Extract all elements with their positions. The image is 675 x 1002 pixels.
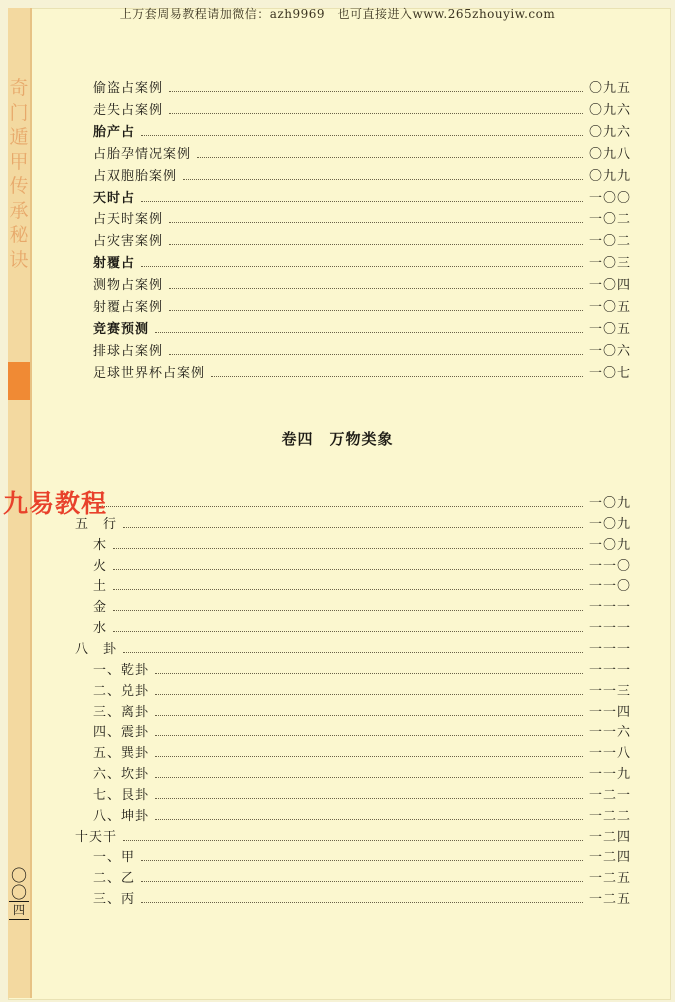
toc-entry-page: 一一六 <box>588 725 631 741</box>
toc-leader-dots <box>141 880 583 882</box>
toc-entry <box>93 700 631 720</box>
toc-entry-label: 五 行 <box>75 516 118 532</box>
toc-entry-page: 一〇〇 <box>588 190 631 206</box>
toc-entry-page: 一〇九 <box>588 516 631 532</box>
side-title-char: 奇 <box>9 77 29 99</box>
toc-entry-label: 竞赛预测 <box>93 321 150 337</box>
toc-entry <box>93 120 631 140</box>
toc-entry <box>93 679 631 699</box>
toc-leader-dots <box>113 568 583 570</box>
side-title-char: 诀 <box>9 248 29 271</box>
header-watermark: 上万套周易教程请加微信：azh9969 也可直接进入www.265zhouyiw.com <box>119 7 556 21</box>
toc-entry-page: 一一〇 <box>588 579 631 595</box>
toc-entry-page: 一一三 <box>588 683 631 699</box>
toc-entry-page: 〇九九 <box>588 168 631 184</box>
toc-entry <box>93 720 631 740</box>
toc-leader-dots <box>155 755 583 757</box>
toc-entry-page: 一一一 <box>588 600 631 616</box>
toc-leader-dots <box>211 375 583 377</box>
toc-entry-page: 一〇四 <box>588 278 631 294</box>
toc-leader-dots <box>155 776 583 778</box>
toc-entry-label: 排球占案例 <box>93 343 164 359</box>
side-title-char: 秘 <box>9 224 29 246</box>
toc-entry-label: 走失占案例 <box>93 102 164 118</box>
logo-watermark: 九易教程 <box>3 489 108 518</box>
side-title-char: 承 <box>9 199 29 222</box>
toc-entry-page: 一一九 <box>588 767 631 783</box>
toc-entry-label: 天时占 <box>93 190 136 206</box>
toc-leader-dots <box>113 630 583 632</box>
toc-leader-dots <box>123 651 583 653</box>
toc-entry <box>93 295 631 315</box>
toc-entry-label: 一、甲 <box>93 850 136 866</box>
toc-entry-page: 一〇六 <box>588 343 631 359</box>
toc-leader-dots <box>169 243 583 245</box>
toc-entry-page: 一一八 <box>588 746 631 762</box>
toc-leader-dots <box>169 287 583 289</box>
toc-entry-page: 一一一 <box>588 662 631 678</box>
toc-entry <box>93 804 631 824</box>
page-number-digit: 〇 <box>10 883 27 902</box>
toc-entry <box>75 637 631 657</box>
toc-entry-page: 一一一 <box>588 621 631 637</box>
toc-entry-label: 土 <box>93 579 108 595</box>
toc-entry-label: 三、丙 <box>93 892 136 908</box>
toc-entry <box>93 98 631 118</box>
toc-entry <box>93 273 631 293</box>
toc-entry-label: 二、兑卦 <box>93 683 150 699</box>
toc-entry-label: 木 <box>93 537 108 553</box>
toc-leader-dots <box>155 693 583 695</box>
toc-entry-label: 六、坎卦 <box>93 767 150 783</box>
toc-entry-page: 一一一 <box>588 641 631 657</box>
toc-entry <box>93 783 631 803</box>
toc-entry-label: 占双胞胎案例 <box>93 168 178 184</box>
toc-leader-dots <box>169 309 583 311</box>
toc-leader-dots <box>169 112 583 114</box>
toc-entry-page: 一一〇 <box>588 558 631 574</box>
toc-entry <box>93 207 631 227</box>
toc-entry-label: 射覆占 <box>93 256 136 272</box>
toc-leader-dots <box>169 221 583 223</box>
side-title-char: 传 <box>9 175 29 197</box>
toc-entry <box>93 658 631 678</box>
toc-entry-label: 八 卦 <box>75 641 118 657</box>
toc-entry-page: 一二一 <box>588 787 631 803</box>
toc-entry-label: 火 <box>93 558 108 574</box>
toc-entry-page: 一〇五 <box>588 321 631 337</box>
toc-entry-page: 一〇九 <box>588 537 631 553</box>
toc-entry-label: 五、巽卦 <box>93 746 150 762</box>
side-title-char: 遁 <box>9 126 29 148</box>
toc-entry <box>93 866 631 886</box>
toc-entry-label: 七、艮卦 <box>93 787 150 803</box>
toc-leader-dots <box>141 859 583 861</box>
page-number-digit: 〇 <box>10 866 27 885</box>
toc-entry <box>93 76 631 96</box>
toc-entry-label: 偷盗占案例 <box>93 81 164 96</box>
toc-entry <box>93 317 631 337</box>
toc-entry <box>93 574 631 594</box>
toc-leader-dots <box>155 818 583 820</box>
section-title: 卷四 万物类象 <box>281 430 394 448</box>
toc-entry-label: 足球世界杯占案例 <box>93 365 206 381</box>
toc-entry-label: 测物占案例 <box>93 278 164 294</box>
toc-entry-label: 胎产占 <box>93 124 136 140</box>
toc-leader-dots <box>113 609 583 611</box>
toc-entry <box>93 164 631 184</box>
toc-leader-dots <box>113 588 583 590</box>
toc-entry <box>93 887 631 907</box>
toc-leader-dots <box>141 265 583 267</box>
toc-entry <box>75 825 631 845</box>
toc-entry-page: 〇九五 <box>588 81 631 96</box>
toc-entry <box>93 186 631 206</box>
toc-entry-label: 占灾害案例 <box>93 234 164 250</box>
toc-entry <box>93 251 631 271</box>
toc-leader-dots <box>155 734 583 736</box>
side-title-char: 甲 <box>9 150 29 173</box>
toc-entry-label: 射覆占案例 <box>93 300 164 315</box>
toc-entry <box>93 361 631 381</box>
toc-entry-page: 一〇二 <box>588 212 631 228</box>
toc-leader-dots <box>141 200 583 202</box>
toc-entry-page: 〇九八 <box>588 146 631 162</box>
side-book-title <box>9 76 29 272</box>
toc-entry <box>93 762 631 782</box>
toc-leader-dots <box>141 134 583 136</box>
toc-entry <box>93 845 631 865</box>
toc-leader-dots <box>123 839 583 841</box>
side-title-char: 门 <box>9 101 29 124</box>
page-number-digit: 四 <box>9 901 29 920</box>
toc-entry-page: 〇九六 <box>588 124 631 140</box>
toc-entry-label: 二、乙 <box>93 871 136 887</box>
toc-entry <box>93 741 631 761</box>
toc-entry-label: 水 <box>93 621 108 637</box>
toc-leader-dots <box>113 547 583 549</box>
toc-entry <box>93 616 631 636</box>
toc-leader-dots <box>99 505 583 507</box>
toc-entry-page: 一一四 <box>588 704 631 720</box>
toc-entry-label: 八、坤卦 <box>93 808 150 824</box>
toc-entry <box>93 142 631 162</box>
side-section-tab <box>8 362 30 400</box>
toc-entry <box>93 554 631 574</box>
toc-leader-dots <box>169 353 583 355</box>
toc-leader-dots <box>197 156 583 158</box>
toc-leader-dots <box>169 90 583 92</box>
toc-entry-page: 一二四 <box>588 829 631 845</box>
toc-leader-dots <box>123 526 583 528</box>
toc-entry-page: 〇九六 <box>588 102 631 118</box>
toc-entry <box>75 512 631 532</box>
toc-leader-dots <box>155 714 583 716</box>
toc-entry-page: 一二二 <box>588 808 631 824</box>
toc-entry-page: 一〇三 <box>588 256 631 272</box>
toc-leader-dots <box>155 672 583 674</box>
toc-entry-label: 四、震卦 <box>93 725 150 741</box>
toc-entry <box>93 595 631 615</box>
toc-entry <box>93 533 631 553</box>
toc-leader-dots <box>155 331 583 333</box>
toc-entry-page: 一〇二 <box>588 234 631 250</box>
toc-entry-label: 金 <box>93 600 108 616</box>
toc-entry-page: 一二四 <box>588 850 631 866</box>
toc-entry-label: 三、离卦 <box>93 704 150 720</box>
toc-entry-page: 一〇九 <box>588 496 631 511</box>
toc-entry-label: 占胎孕情况案例 <box>93 146 192 162</box>
toc-entry-page: 一〇五 <box>588 300 631 315</box>
toc-entry-label: 十天干 <box>75 829 118 845</box>
toc-entry <box>93 229 631 249</box>
toc-entry-label: 占天时案例 <box>93 212 164 228</box>
toc-entry-label: 一、乾卦 <box>93 662 150 678</box>
toc-entry-page: 一二五 <box>588 871 631 887</box>
toc-leader-dots <box>183 178 583 180</box>
toc-entry-page: 一〇七 <box>588 365 631 381</box>
toc-entry <box>93 339 631 359</box>
page-number <box>9 867 29 920</box>
toc-entry-page: 一二五 <box>588 892 631 908</box>
toc-entry <box>93 491 631 511</box>
toc-leader-dots <box>141 901 583 903</box>
toc-leader-dots <box>155 797 583 799</box>
